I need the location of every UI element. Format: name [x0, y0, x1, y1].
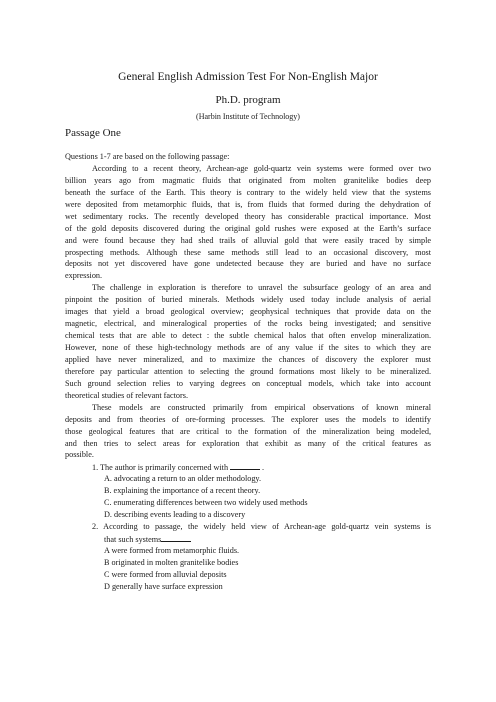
answer-blank	[230, 461, 260, 470]
paragraph-3-line: deposits and from theories of ore-forming processes. The explorer uses the models to identify	[65, 414, 431, 424]
paragraph-2-line: images that yield a broad geological overview; geophysical techniques that provide data on the	[65, 307, 431, 317]
question-1-stem	[65, 461, 431, 473]
paragraph-3-line: possible.	[65, 450, 94, 460]
paragraph-1-line: prospecting methods. Although these same methods still lead to an occasional discovery, most	[65, 247, 431, 257]
paragraph-1-line: were deposited from metamorphic fluids, that is, from fluids that formed during the dehydration of	[65, 199, 431, 209]
question-1-option-a: A. advocating a return to an older methodology.	[104, 474, 262, 484]
paragraph-3-line: those geological features that are critical to the formation of the mineralization being modeled,	[65, 426, 431, 436]
answer-blank	[161, 533, 191, 542]
paragraph-1-line: expression.	[65, 271, 103, 281]
question-2-option-c: C were formed from alluvial deposits	[104, 569, 227, 579]
passage-body	[65, 151, 431, 593]
paragraph-3-line: These models are constructed primarily from empirical observations of known mineral	[92, 402, 431, 412]
document-title: General English Admission Test For Non-English Major	[118, 71, 378, 83]
paragraph-1-line: of the gold deposits discovered during the original gold rushes were exposed at the Earth’s surface	[65, 223, 431, 233]
question-2-option-a: A were formed from metamorphic fluids.	[104, 545, 240, 555]
paragraph-2-line: theoretical studies of relevant factors.	[65, 390, 188, 400]
paragraph-2-line: The challenge in exploration is therefore to unravel the subsurface geology of an area and	[92, 283, 431, 293]
paragraph-1-line: wet sedimentary rocks. The recently developed theory has considerable practical importance. Most	[65, 211, 431, 221]
paragraph-2-line: chemical tests that are able to detect : the subtle chemical halos that often envelop mineralization.	[65, 331, 431, 341]
question-2-text: that such systems	[104, 535, 162, 544]
passage-heading: Passage One	[65, 127, 121, 139]
paragraph-2-line: However, none of these high-technology methods are of any value if the sites to which they are	[65, 343, 431, 352]
paragraph-1-line: beneath the surface of the Earth. This theory is contrary to the widely held view that the systems	[65, 187, 431, 197]
paragraph-1-line: billion years ago from magmatic fluids that originated from molten granitelike bodies deep	[65, 175, 431, 185]
questions-intro: Questions 1-7 are based on the following passage:	[65, 152, 230, 161]
question-2-option-d: D generally have surface expression	[104, 581, 223, 591]
paragraph-1-line: deposits not yet discovered have gone undetected because they are buried and have no surface	[65, 259, 431, 269]
paragraph-3-line: and then tries to select areas for exploration that exhibit as many of the critical features as	[65, 438, 431, 448]
question-1-end: .	[262, 463, 265, 473]
question-2-stem: 2. According to passage, the widely held view of Archean-age gold-quartz vein systems is	[92, 522, 431, 532]
question-1-option-d: D. describing events leading to a discovery	[104, 510, 246, 520]
paragraph-1-line: and were found because they had shed trails of alluvial gold that were easily traced by simple	[65, 235, 431, 245]
paragraph-2-line: pinpoint the position of buried minerals. Methods widely used today include analysis of aerial	[65, 295, 431, 305]
paragraph-1-line: According to a recent theory, Archean-age gold-quartz vein systems were formed over two	[92, 163, 431, 173]
paragraph-2-line: Such ground selection relies to varying degrees on conceptual models, which take into account	[65, 378, 431, 388]
question-1-option-c: C. enumerating differences between two widely used methods	[104, 498, 308, 508]
institution-name: (Harbin Institute of Technology)	[196, 112, 300, 121]
paragraph-2-line: therefore pay particular attention to selecting the ground formations most likely to be mineralized.	[65, 366, 431, 376]
question-1-text: 1. The author is primarily concerned with	[92, 463, 229, 473]
paragraph-2-line: applied have never mineralized, and to maximize the chances of discovery the explorer must	[65, 354, 431, 364]
program-name: Ph.D. program	[215, 94, 281, 106]
paragraph-2-line: magnetic, electrical, and mineralogical properties of the rocks being investigated; and sensitive	[65, 319, 431, 329]
question-2-stem-line2	[65, 533, 431, 545]
question-2-option-b: B originated in molten granitelike bodies	[104, 557, 239, 567]
question-1-option-b: B. explaining the importance of a recent theory.	[104, 486, 261, 496]
